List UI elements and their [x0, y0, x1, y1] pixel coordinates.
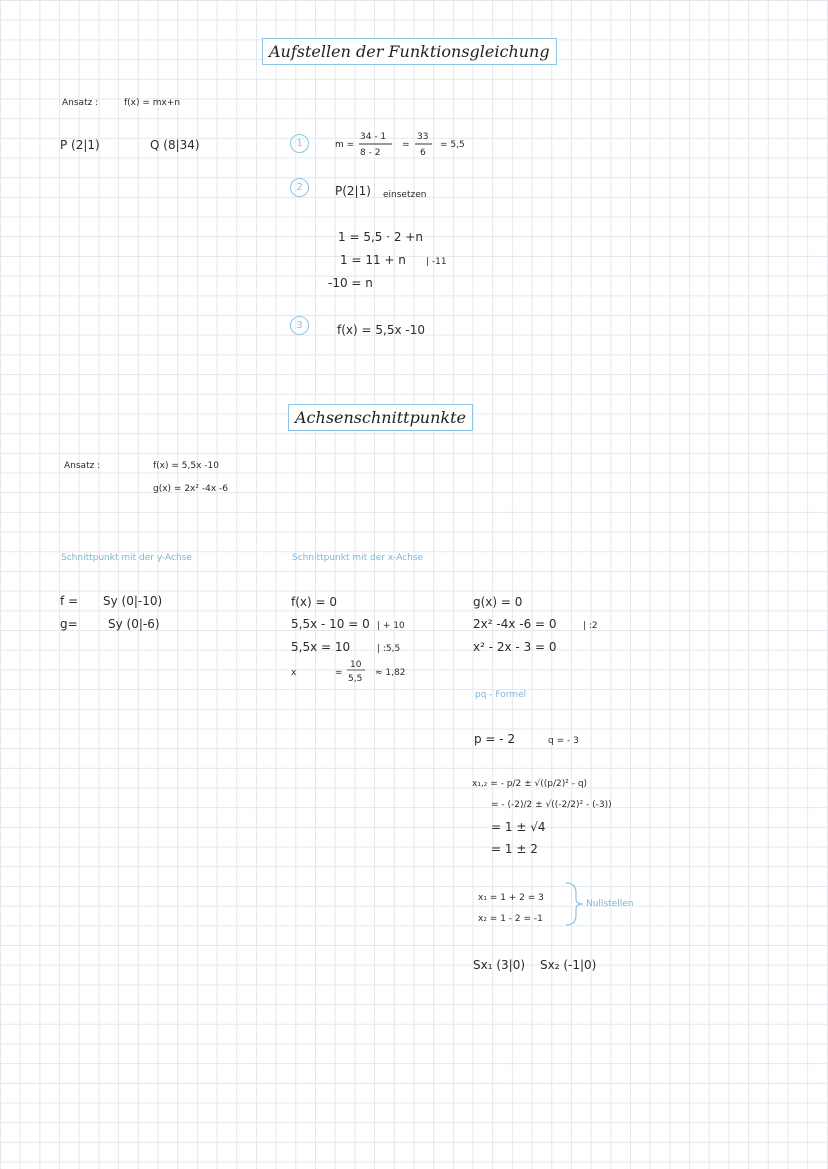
y-f-value: Sy (0|-10) — [103, 594, 163, 608]
step1-num2: 33 — [417, 132, 429, 142]
p-value: p = - 2 — [474, 732, 516, 746]
fx-frac-num: 10 — [350, 660, 362, 670]
step1-result: = 5,5 — [440, 140, 465, 150]
fx-line1: f(x) = 0 — [291, 595, 338, 609]
y-intercept-heading: Schnittpunkt mit der y-Achse — [61, 553, 192, 563]
step1-num1: 34 - 1 — [360, 132, 387, 142]
g-formula: g(x) = 2x² -4x -6 — [153, 484, 228, 494]
f-formula: f(x) = 5,5x -10 — [153, 461, 219, 471]
point-p: P (2|1) — [60, 138, 100, 152]
pq-formel-label: pq - Formel — [475, 690, 527, 700]
fx-line4-x: x — [291, 668, 297, 678]
x1-solution: x₁ = 1 + 2 = 3 — [478, 893, 544, 903]
point-q: Q (8|34) — [150, 138, 200, 152]
step2-point: P(2|1) — [335, 184, 371, 198]
step1-den2: 6 — [420, 148, 426, 158]
gx-line2: 2x² -4x -6 = 0 — [473, 617, 557, 631]
section-title-achsenschnittpunkte: Achsenschnittpunkte — [288, 404, 473, 431]
sx1-point: Sx₁ (3|0) — [473, 958, 526, 972]
ansatz-formula-1: f(x) = mx+n — [124, 98, 181, 108]
fx-approx: ≈ 1,82 — [375, 668, 406, 678]
gx-line1: g(x) = 0 — [473, 595, 523, 609]
step1-m-eq: m = — [335, 140, 355, 150]
nullstellen-brace — [566, 883, 583, 925]
y-g-label: g= — [60, 617, 78, 631]
pq-line1: x₁,₂ = - p/2 ± √((p/2)² - q) — [472, 779, 588, 789]
fx-line2-op: | + 10 — [377, 621, 405, 631]
fx-line3: 5,5x = 10 — [291, 640, 351, 654]
step1-eq2: = — [402, 140, 410, 150]
step2-insert: einsetzen — [383, 190, 427, 200]
ansatz-label-1: Ansatz : — [62, 98, 99, 108]
gx-line2-op: | :2 — [583, 621, 598, 631]
ansatz-label-2: Ansatz : — [64, 461, 101, 471]
x-intercept-heading: Schnittpunkt mit der x-Achse — [292, 553, 424, 563]
step-1-circle: 1 — [290, 134, 309, 153]
q-value: q = - 3 — [548, 736, 579, 746]
fx-line2: 5,5x - 10 = 0 — [291, 617, 370, 631]
step2-line2-op: | -11 — [426, 257, 447, 267]
step-2-circle: 2 — [290, 178, 309, 197]
y-f-label: f = — [60, 594, 79, 608]
pq-line4: = 1 ± 2 — [491, 842, 538, 856]
y-g-value: Sy (0|-6) — [108, 617, 160, 631]
fx-frac-den: 5,5 — [348, 674, 363, 684]
pq-line2: = - (-2)/2 ± √((-2/2)² - (-3)) — [491, 800, 612, 810]
step-3-circle: 3 — [290, 316, 309, 335]
step2-line3: -10 = n — [328, 276, 373, 290]
fx-line4-eq: = — [335, 668, 343, 678]
gx-line3: x² - 2x - 3 = 0 — [473, 640, 557, 654]
step2-line2: 1 = 11 + n — [340, 253, 406, 267]
fx-line3-op: | :5,5 — [377, 644, 401, 654]
step1-den1: 8 - 2 — [360, 148, 381, 158]
pq-line3: = 1 ± √4 — [491, 820, 546, 834]
section-title-funktionsgleichung: Aufstellen der Funktionsgleichung — [262, 38, 557, 65]
step2-line1: 1 = 5,5 · 2 +n — [338, 230, 423, 244]
x2-solution: x₂ = 1 - 2 = -1 — [478, 914, 543, 924]
step3-function: f(x) = 5,5x -10 — [337, 323, 425, 337]
nullstellen-label: Nullstellen — [586, 899, 634, 909]
sx2-point: Sx₂ (-1|0) — [540, 958, 597, 972]
